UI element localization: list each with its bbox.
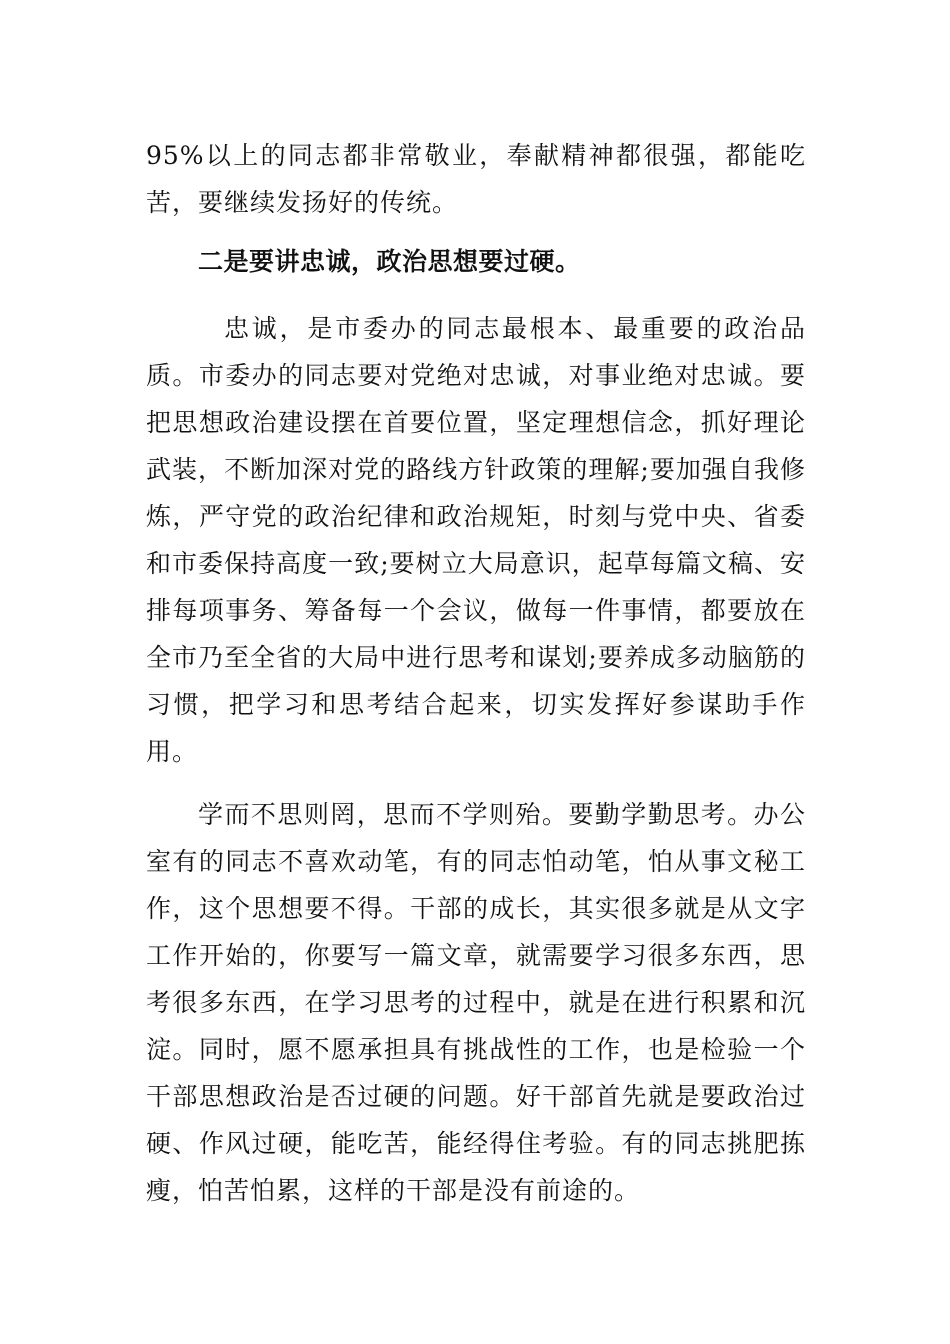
paragraph-continuation: 95%以上的同志都非常敬业，奉献精神都很强，都能吃苦，要继续发扬好的传统。 bbox=[146, 141, 806, 217]
document-page bbox=[146, 132, 806, 1214]
section-heading: 二是要讲忠诚，政治思想要过硬。 bbox=[198, 247, 581, 276]
paragraph-study: 学而不思则罔，思而不学则殆。要勤学勤思考。办公室有的同志不喜欢动笔，有的同志怕动笔，怕从事文秘工作，这个思想要不得。干部的成长，其实很多就是从文字工作开始的，你要写一篇文章，就需要学习很多东西，思考很多东西，在学习思考的过程中，就是在进行积累和沉淀。同时，愿不愿承担具有挑战性的工作，也是检验一个干部思想政治是否过硬的问题。好干部首先就是要政治过硬、作风过硬，能吃苦，能经得住考验。有的同志挑肥拣瘦，怕苦怕累，这样的干部是没有前途的。 bbox=[146, 800, 806, 1205]
paragraph-loyalty: 忠诚，是市委办的同志最根本、最重要的政治品质。市委办的同志要对党绝对忠诚，对事业绝对忠诚。要把思想政治建设摆在首要位置，坚定理想信念，抓好理论武装，不断加深对党的路线方针政策的理解;要加强自我修炼，严守党的政治纪律和政治规矩，时刻与党中央、省委和市委保持高度一致;要树立大局意识，起草每篇文稿、安排每项事务、筹备每一个会议，做每一件事情，都要放在全市乃至全省的大局中进行思考和谋划;要养成多动脑筋的习惯，把学习和思考结合起来，切实发挥好参谋助手作用。 bbox=[146, 314, 806, 766]
